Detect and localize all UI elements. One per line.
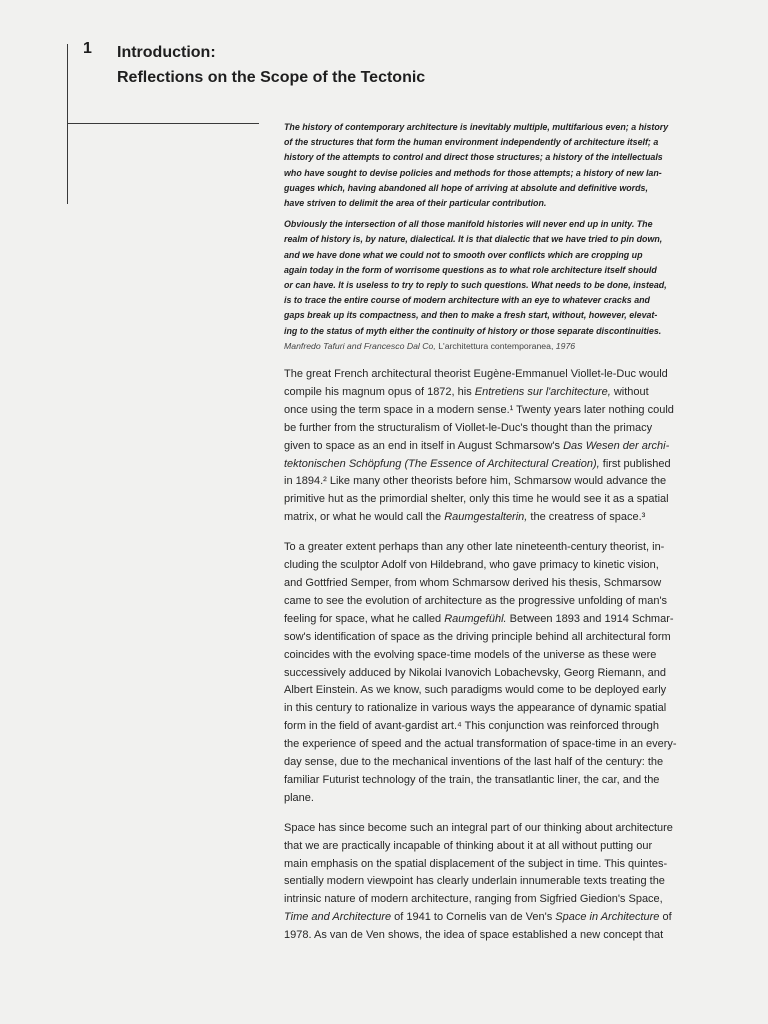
body-text — [284, 366, 704, 945]
body-line: the experience of speed and the actual transformation of space-time in an every- — [284, 738, 677, 751]
epigraph-line: and we have done what we could not to smooth over conflicts which are cropping up — [284, 249, 643, 260]
body-line: The great French architectural theorist Eugène-Emmanuel Viollet-le-Duc would — [284, 368, 668, 380]
body-line: familiar Futurist technology of the train, the transatlantic liner, the car, and the — [284, 773, 660, 786]
body-line: given to space as an end in itself in August Schmarsow's Das Wesen der archi- — [284, 439, 670, 452]
body-line: Albert Einstein. As we know, such paradigms would come to be deployed early — [284, 684, 667, 697]
attribution-year: 1976 — [555, 340, 576, 351]
body-paragraph-3 — [284, 820, 704, 945]
body-line: form in the field of avant-gardist art.⁴ This conjunction was reinforced through — [284, 720, 660, 733]
epigraph-line: gaps break up its compactness, and then to make a fresh start, without, however, elevat- — [284, 310, 658, 321]
body-line: coincides with the evolving space-time models of the universe as these were — [284, 648, 657, 661]
body-line: compile his magnum opus of 1872, his Entretiens sur l'architecture, without — [284, 385, 649, 398]
body-line: that we are practically incapable of thinking about it at all without putting our — [284, 839, 653, 852]
body-line: feeling for space, what he called Raumgefühl. Between 1893 and 1914 Schmar- — [284, 612, 674, 625]
epigraph-attribution — [284, 339, 694, 354]
epigraph-line: is to trace the entire course of modern architecture with an eye to whatever cracks and — [284, 295, 650, 306]
epigraph — [284, 120, 694, 354]
chapter-title-line: Reflections on the Scope of the Tectonic — [117, 69, 426, 86]
body-line: once using the term space in a modern sense.¹ Twenty years later nothing could — [284, 403, 674, 416]
body-line: main emphasis on the spatial displacement of the subject in time. This quintes- — [284, 857, 668, 870]
body-line: be further from the structuralism of Viollet-le-Duc's thought than the primacy — [284, 421, 653, 434]
body-line: Time and Architecture of 1941 to Cornelis van de Ven's Space in Architecture of — [284, 911, 672, 924]
body-line: day sense, due to the mechanical inventions of the last half of the century: the — [284, 756, 664, 769]
body-line: in 1894.² Like many other theorists before him, Schmarsow would advance the — [284, 475, 667, 488]
body-line: sow's identification of space as the driving principle behind all architectural form — [284, 630, 671, 643]
attribution-authors: Manfredo Tafuri and Francesco Dal Co, — [284, 340, 436, 351]
attribution-work: L'architettura contemporanea, — [438, 340, 554, 351]
body-line: intrinsic nature of modern architecture, ranging from Sigfried Giedion's Space, — [284, 893, 663, 906]
margin-horizontal-rule — [67, 123, 259, 124]
epigraph-paragraph — [284, 120, 694, 211]
epigraph-line: or can have. It is useless to try to reply to such questions. What needs to be done, instead, — [284, 280, 667, 291]
margin-vertical-rule — [67, 44, 68, 204]
epigraph-line: again today in the form of worrisome questions as to what role architecture itself should — [284, 264, 657, 275]
epigraph-line: ing to the status of myth either the continuity of history or those separate discontinuities. — [284, 325, 662, 336]
epigraph-line: history of the attempts to control and direct those structures; a history of the intellectuals — [284, 152, 663, 163]
body-line: and Gottfried Semper, from whom Schmarsow derived his thesis, Schmarsow — [284, 576, 662, 589]
epigraph-line: realm of history is, by nature, dialectical. It is that dialectic that we have tried to pin down, — [284, 234, 663, 245]
body-line: came to see the evolution of architecture as the progressive unfolding of man's — [284, 594, 668, 607]
chapter-number: 1 — [83, 40, 92, 57]
body-line: in this century to rationalize in various ways the appearance of dynamic spatial — [284, 702, 667, 715]
epigraph-line: who have sought to devise policies and methods for those attempts; a history of new lan- — [284, 167, 662, 178]
body-line: sentially modern viewpoint has clearly underlain innumerable texts treating the — [284, 875, 665, 888]
body-line: successively adduced by Nikolai Ivanovich Lobachevsky, Georg Riemann, and — [284, 666, 666, 679]
body-paragraph-2 — [284, 539, 704, 808]
body-line: matrix, or what he would call the Raumgestalterin, the creatress of space.³ — [284, 511, 646, 524]
chapter-title — [117, 40, 425, 90]
epigraph-paragraph — [284, 217, 694, 339]
body-line: primitive hut as the primordial shelter, only this time he would see it as a spatial — [284, 493, 669, 506]
body-line: Space has since become such an integral part of our thinking about architecture — [284, 821, 673, 834]
body-line: 1978. As van de Ven shows, the idea of space established a new concept that — [284, 929, 664, 942]
epigraph-line: guages which, having abandoned all hope of arriving at absolute and definitive words, — [284, 182, 648, 193]
body-line: To a greater extent perhaps than any other late nineteenth-century theorist, in- — [284, 541, 665, 554]
epigraph-line: The history of contemporary architecture is inevitably multiple, multifarious even; a history — [284, 122, 669, 132]
body-line: plane. — [284, 791, 314, 804]
epigraph-line: Obviously the intersection of all those manifold histories will never end up in unity. The — [284, 219, 653, 230]
body-paragraph-1 — [284, 366, 704, 527]
chapter-title-line: Introduction: — [117, 44, 216, 61]
body-line: tektonischen Schöpfung (The Essence of Architectural Creation), first published — [284, 457, 671, 470]
epigraph-line: of the structures that form the human environment independently of architecture itself; a — [284, 137, 659, 148]
epigraph-line: have striven to delimit the area of their particular contribution. — [284, 198, 547, 209]
body-line: cluding the sculptor Adolf von Hildebrand, who gave primacy to kinetic vision, — [284, 559, 659, 572]
